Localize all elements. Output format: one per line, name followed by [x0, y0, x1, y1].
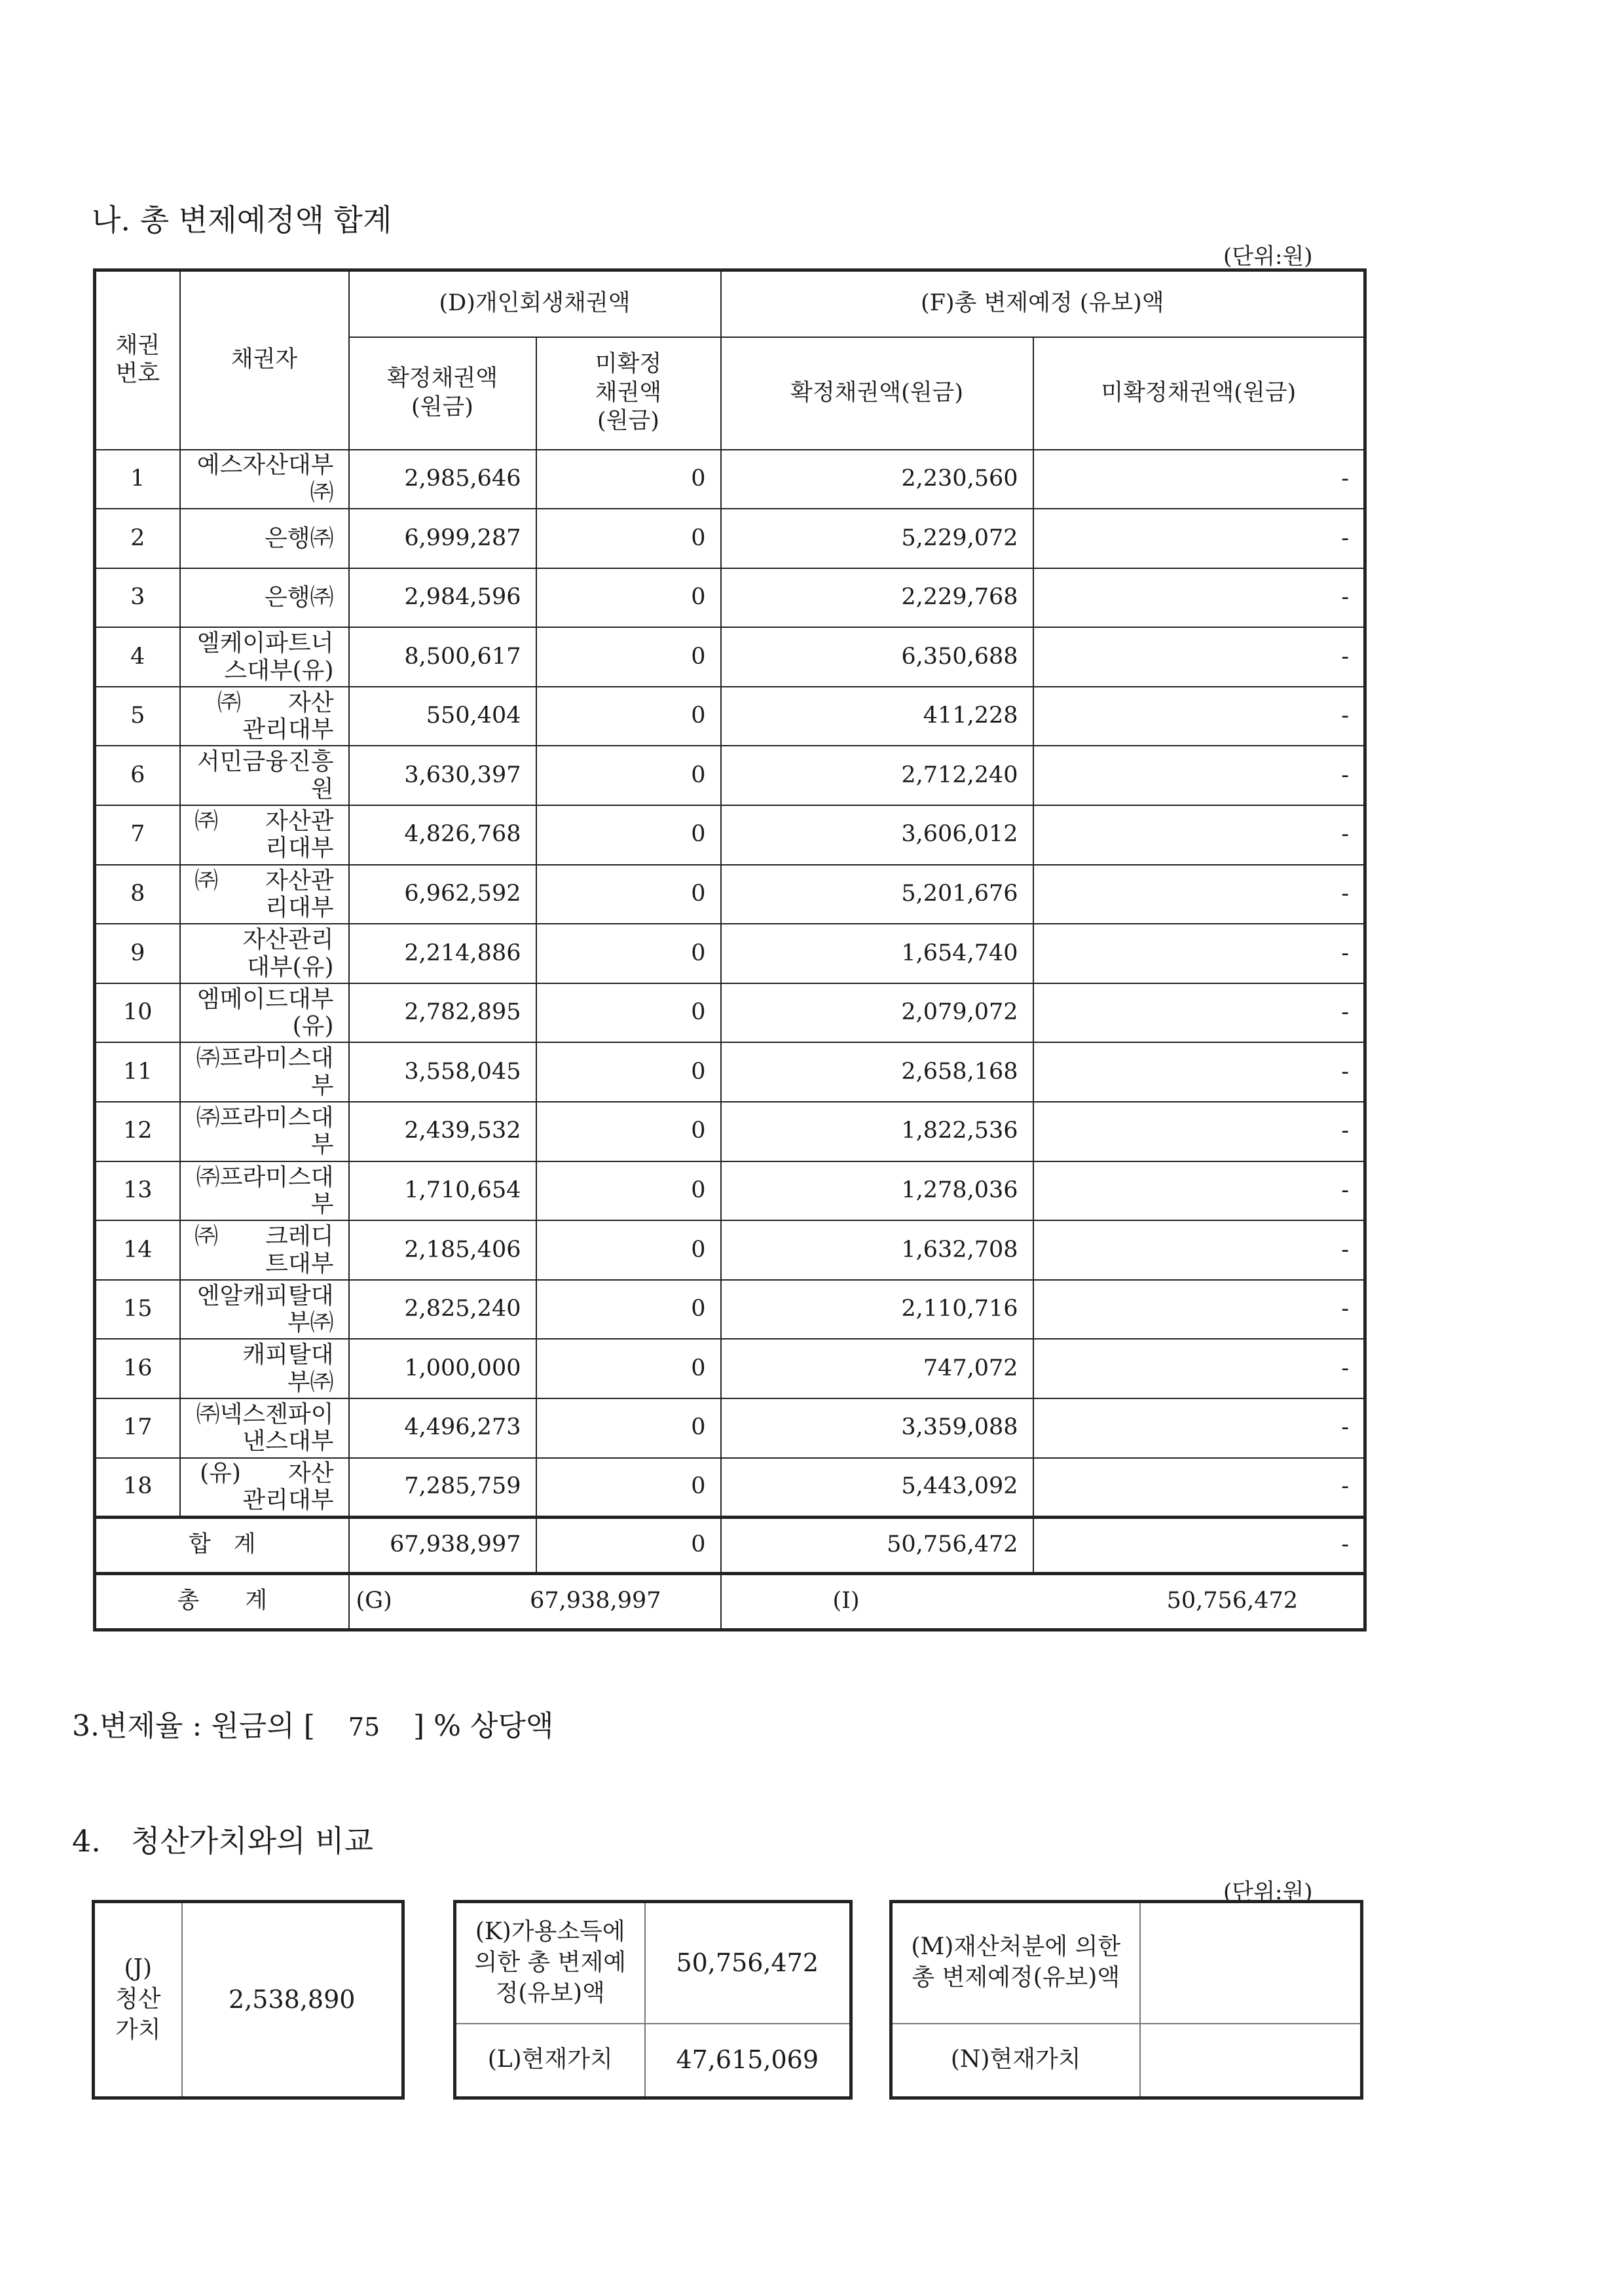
- creditor-no: 11: [95, 1042, 180, 1102]
- table-body: [95, 450, 1365, 1518]
- creditor-no: 13: [95, 1161, 180, 1221]
- creditor-name: 캐피탈대 부㈜: [180, 1339, 349, 1398]
- d-unconfirmed: 0: [536, 983, 721, 1043]
- table-row: [95, 1458, 1365, 1518]
- creditor-name: ㈜프라미스대 부: [180, 1042, 349, 1102]
- creditor-name: 은행㈜: [180, 568, 349, 628]
- creditor-no: 3: [95, 568, 180, 628]
- d-confirmed: 6,999,287: [349, 509, 536, 568]
- table-row: [95, 627, 1365, 687]
- f-unconfirmed: -: [1033, 687, 1365, 746]
- d-confirmed: 2,985,646: [349, 450, 536, 509]
- creditor-no: 16: [95, 1339, 180, 1398]
- d-confirmed: 3,558,045: [349, 1042, 536, 1102]
- creditor-no: 8: [95, 865, 180, 924]
- section-title: 나. 총 변제예정액 합계: [92, 202, 392, 238]
- creditor-name: ㈜ 크레디 트대부: [180, 1220, 349, 1280]
- k-value: 50,756,472: [645, 1902, 851, 2024]
- d-unconfirmed: 0: [536, 1161, 721, 1221]
- d-confirmed: 7,285,759: [349, 1458, 536, 1518]
- d-unconfirmed: 0: [536, 450, 721, 509]
- d-confirmed: 2,825,240: [349, 1280, 536, 1339]
- j-label: (J) 청산 가치: [94, 1902, 182, 2098]
- f-unconfirmed: -: [1033, 1102, 1365, 1161]
- n-label: (N)현재가치: [891, 2024, 1140, 2098]
- m-label: (M)재산처분에 의한 총 변제예정(유보)액: [891, 1902, 1140, 2024]
- table-row: [95, 805, 1365, 865]
- creditor-no: 4: [95, 627, 180, 687]
- creditor-name: 은행㈜: [180, 509, 349, 568]
- creditor-no: 14: [95, 1220, 180, 1280]
- f-unconfirmed: -: [1033, 1398, 1365, 1458]
- table-row: [95, 1042, 1365, 1102]
- creditor-no: 9: [95, 924, 180, 983]
- d-unconfirmed: 0: [536, 924, 721, 983]
- creditor-no: 2: [95, 509, 180, 568]
- table-row: [95, 1280, 1365, 1339]
- d-unconfirmed: 0: [536, 865, 721, 924]
- header-group-f: (F)총 변제예정 (유보)액: [721, 270, 1365, 337]
- d-unconfirmed: 0: [536, 1458, 721, 1518]
- unit-label: (단위:원): [1223, 244, 1313, 270]
- table-row: [95, 983, 1365, 1043]
- d-unconfirmed: 0: [536, 568, 721, 628]
- creditor-name: 예스자산대부 ㈜: [180, 450, 349, 509]
- d-confirmed: 2,439,532: [349, 1102, 536, 1161]
- d-confirmed: 6,962,592: [349, 865, 536, 924]
- creditor-name: 엘케이파트너 스대부(유): [180, 627, 349, 687]
- l-label: (L)현재가치: [455, 2024, 645, 2098]
- f-unconfirmed: -: [1033, 1280, 1365, 1339]
- f-confirmed: 5,443,092: [721, 1458, 1033, 1518]
- creditor-name: ㈜ 자산 관리대부: [180, 687, 349, 746]
- m-value: [1140, 1902, 1362, 2024]
- creditor-name: 서민금융진흥 원: [180, 746, 349, 805]
- f-unconfirmed: -: [1033, 924, 1365, 983]
- creditor-no: 10: [95, 983, 180, 1043]
- asset-disposal-box: [889, 1900, 1363, 2100]
- grand-total-g-tag: (G): [356, 1588, 392, 1614]
- creditor-no: 1: [95, 450, 180, 509]
- grand-total-i: [721, 1573, 1365, 1630]
- header-creditor: 채권자: [180, 270, 349, 450]
- f-confirmed: 1,822,536: [721, 1102, 1033, 1161]
- f-confirmed: 1,654,740: [721, 924, 1033, 983]
- d-unconfirmed: 0: [536, 627, 721, 687]
- table-row: [95, 1398, 1365, 1458]
- k-label: (K)가용소득에 의한 총 변제예 정(유보)액: [455, 1902, 645, 2024]
- d-confirmed: 2,214,886: [349, 924, 536, 983]
- comparison-unit-label: (단위:원): [1223, 1879, 1313, 1905]
- f-confirmed: 2,079,072: [721, 983, 1033, 1043]
- creditor-name: ㈜넥스젠파이 낸스대부: [180, 1398, 349, 1458]
- creditor-name: ㈜ 자산관 리대부: [180, 805, 349, 865]
- creditor-name: (유) 자산 관리대부: [180, 1458, 349, 1518]
- f-confirmed: 2,712,240: [721, 746, 1033, 805]
- f-confirmed: 411,228: [721, 687, 1033, 746]
- creditor-name: ㈜프라미스대 부: [180, 1102, 349, 1161]
- f-unconfirmed: -: [1033, 568, 1365, 628]
- n-value: [1140, 2024, 1362, 2098]
- creditor-name: 자산관리 대부(유): [180, 924, 349, 983]
- f-unconfirmed: -: [1033, 1339, 1365, 1398]
- disposable-income-box: [453, 1900, 853, 2100]
- creditor-no: 12: [95, 1102, 180, 1161]
- f-unconfirmed: -: [1033, 509, 1365, 568]
- f-confirmed: 2,230,560: [721, 450, 1033, 509]
- d-unconfirmed: 0: [536, 1398, 721, 1458]
- creditor-no: 18: [95, 1458, 180, 1518]
- header-d-unconfirmed: 미확정 채권액 (원금): [536, 337, 721, 450]
- grand-total-g-value: 67,938,997: [530, 1588, 661, 1614]
- f-confirmed: 2,658,168: [721, 1042, 1033, 1102]
- f-unconfirmed: -: [1033, 450, 1365, 509]
- l-value: 47,615,069: [645, 2024, 851, 2098]
- subtotal-f-confirmed: 50,756,472: [721, 1517, 1033, 1573]
- grand-total-g: [349, 1573, 721, 1630]
- f-unconfirmed: -: [1033, 1161, 1365, 1221]
- f-confirmed: 2,229,768: [721, 568, 1033, 628]
- f-unconfirmed: -: [1033, 746, 1365, 805]
- d-unconfirmed: 0: [536, 1102, 721, 1161]
- d-unconfirmed: 0: [536, 1339, 721, 1398]
- d-unconfirmed: 0: [536, 509, 721, 568]
- table-row: [95, 687, 1365, 746]
- d-unconfirmed: 0: [536, 687, 721, 746]
- header-f-confirmed: 확정채권액(원금): [721, 337, 1033, 450]
- table-row: [95, 865, 1365, 924]
- d-confirmed: 1,710,654: [349, 1161, 536, 1221]
- repayment-rate-suffix: ] % 상당액: [413, 1709, 554, 1743]
- creditor-name: 엠메이드대부 (유): [180, 983, 349, 1043]
- subtotal-d-unconfirmed: 0: [536, 1517, 721, 1573]
- grand-total-label: 총 계: [95, 1573, 349, 1630]
- creditor-no: 17: [95, 1398, 180, 1458]
- creditor-name: ㈜프라미스대 부: [180, 1161, 349, 1221]
- grand-total-i-tag: (I): [832, 1588, 860, 1614]
- d-confirmed: 2,782,895: [349, 983, 536, 1043]
- creditor-no: 6: [95, 746, 180, 805]
- d-confirmed: 2,984,596: [349, 568, 536, 628]
- table-row: [95, 924, 1365, 983]
- d-confirmed: 4,826,768: [349, 805, 536, 865]
- subtotal-label: 합 계: [95, 1517, 349, 1573]
- d-unconfirmed: 0: [536, 1220, 721, 1280]
- f-confirmed: 1,278,036: [721, 1161, 1033, 1221]
- d-confirmed: 1,000,000: [349, 1339, 536, 1398]
- header-creditor-no: 채권 번호: [95, 270, 180, 450]
- header-d-confirmed: 확정채권액 (원금): [349, 337, 536, 450]
- f-unconfirmed: -: [1033, 865, 1365, 924]
- creditor-name: 엔알캐피탈대 부㈜: [180, 1280, 349, 1339]
- repayment-rate-value: 75: [348, 1713, 380, 1741]
- table-row: [95, 1161, 1365, 1221]
- repayment-summary-table: [93, 268, 1367, 1631]
- f-confirmed: 6,350,688: [721, 627, 1033, 687]
- f-confirmed: 3,359,088: [721, 1398, 1033, 1458]
- subtotal-d-confirmed: 67,938,997: [349, 1517, 536, 1573]
- d-confirmed: 2,185,406: [349, 1220, 536, 1280]
- table-row: [95, 1339, 1365, 1398]
- header-group-d: (D)개인회생채권액: [349, 270, 721, 337]
- f-unconfirmed: -: [1033, 1042, 1365, 1102]
- j-value: 2,538,890: [182, 1902, 403, 2098]
- f-unconfirmed: -: [1033, 983, 1365, 1043]
- liquidation-value-box: [92, 1900, 405, 2100]
- f-unconfirmed: -: [1033, 1220, 1365, 1280]
- table-row: [95, 1220, 1365, 1280]
- table-row: [95, 509, 1365, 568]
- d-confirmed: 3,630,397: [349, 746, 536, 805]
- table-row: [95, 746, 1365, 805]
- creditor-no: 5: [95, 687, 180, 746]
- creditor-no: 15: [95, 1280, 180, 1339]
- f-confirmed: 2,110,716: [721, 1280, 1033, 1339]
- table-row: [95, 568, 1365, 628]
- d-confirmed: 550,404: [349, 687, 536, 746]
- d-unconfirmed: 0: [536, 746, 721, 805]
- header-f-unconfirmed: 미확정채권액(원금): [1033, 337, 1365, 450]
- f-confirmed: 3,606,012: [721, 805, 1033, 865]
- repayment-rate-line: [72, 1702, 553, 1744]
- creditor-name: ㈜ 자산관 리대부: [180, 865, 349, 924]
- d-confirmed: 4,496,273: [349, 1398, 536, 1458]
- f-confirmed: 1,632,708: [721, 1220, 1033, 1280]
- f-unconfirmed: -: [1033, 805, 1365, 865]
- f-confirmed: 5,229,072: [721, 509, 1033, 568]
- table-row: [95, 1102, 1365, 1161]
- repayment-rate-prefix: 3.변제율 : 원금의 [: [72, 1709, 315, 1743]
- d-unconfirmed: 0: [536, 1042, 721, 1102]
- creditor-no: 7: [95, 805, 180, 865]
- comparison-title: 4. 청산가치와의 비교: [72, 1823, 373, 1859]
- grand-total-i-value: 50,756,472: [1166, 1588, 1299, 1614]
- f-unconfirmed: -: [1033, 627, 1365, 687]
- f-confirmed: 747,072: [721, 1339, 1033, 1398]
- d-unconfirmed: 0: [536, 805, 721, 865]
- f-unconfirmed: -: [1033, 1458, 1365, 1518]
- d-unconfirmed: 0: [536, 1280, 721, 1339]
- table-row: [95, 450, 1365, 509]
- subtotal-f-unconfirmed: -: [1033, 1517, 1365, 1573]
- f-confirmed: 5,201,676: [721, 865, 1033, 924]
- d-confirmed: 8,500,617: [349, 627, 536, 687]
